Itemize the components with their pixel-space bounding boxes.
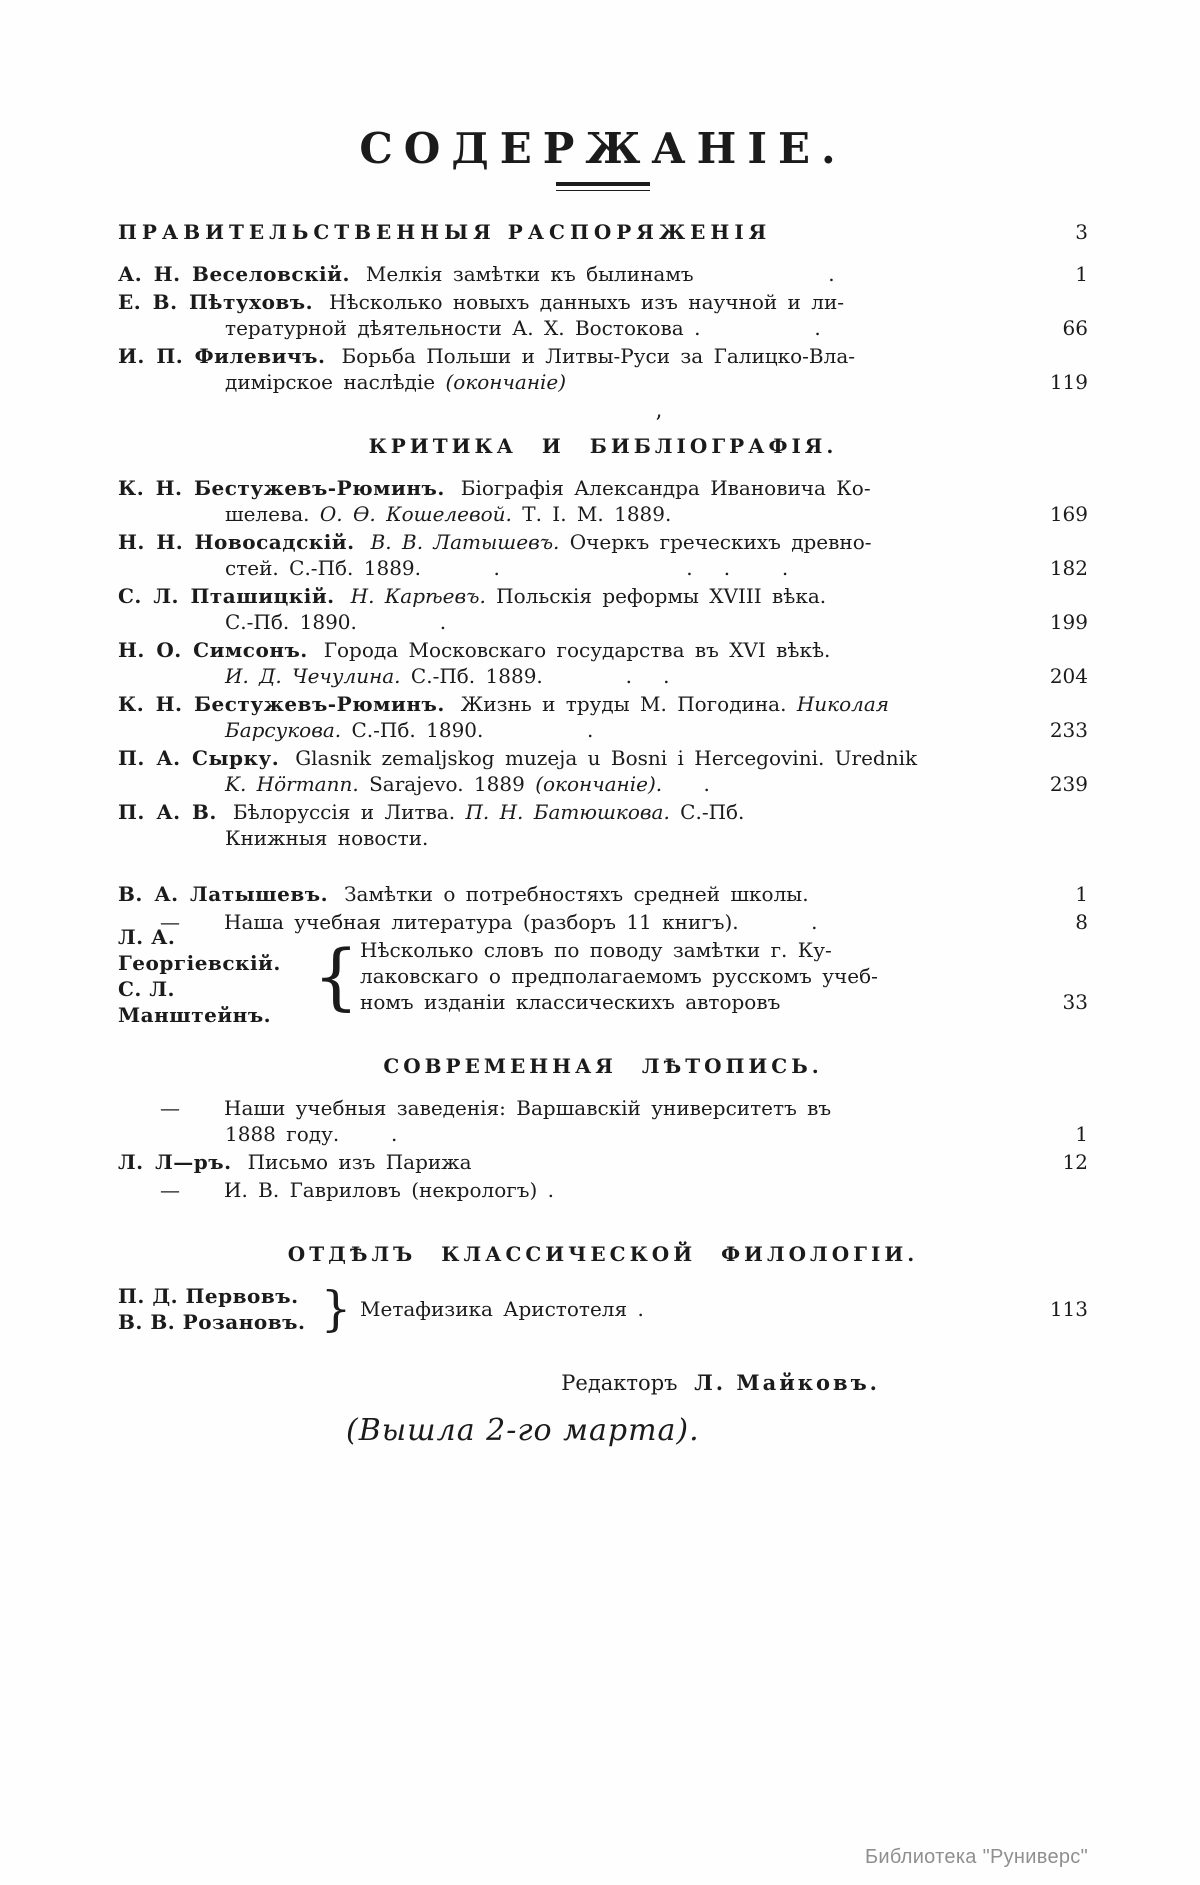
toc-body	[118, 219, 1088, 1335]
toc-entry	[118, 289, 1088, 341]
entry-line	[118, 343, 1088, 369]
toc-entry-braced	[118, 1283, 1088, 1335]
author-name: П. Д. Первовъ.	[118, 1284, 299, 1308]
watermark: Библиотека "Руниверс"	[864, 1846, 1088, 1868]
entry-line	[118, 745, 1088, 771]
entry-text-segment: Н. Карѣевъ.	[350, 584, 486, 608]
entry-text-segment: Метафизика Аристотеля .	[360, 1297, 644, 1321]
entry-line	[360, 937, 1088, 963]
toc-entry	[118, 1149, 1088, 1175]
toc-entry	[118, 583, 1088, 635]
entry-text-segment: шелева.	[225, 502, 320, 526]
page-number: 12	[1062, 1150, 1088, 1174]
entry-line	[118, 1121, 1088, 1147]
toc-section	[118, 881, 1088, 1027]
toc-entry	[118, 529, 1088, 581]
author-name: П. А. В.	[118, 800, 217, 824]
entry-line	[118, 881, 1088, 907]
page-number: 1	[1075, 1122, 1088, 1146]
entry-text-segment: Жизнь и труды М. Погодина.	[460, 692, 797, 716]
page-number: 33	[1062, 990, 1088, 1014]
author-name: А. Н. Веселовскій.	[118, 262, 350, 286]
toc-entry-braced	[118, 925, 1088, 1027]
entry-line	[360, 1296, 1088, 1322]
entry-line	[118, 261, 1088, 287]
entry-line	[118, 1149, 1088, 1175]
entry-line	[118, 825, 1088, 851]
entry-text-segment: Николая	[796, 692, 890, 716]
page-number: 239	[1049, 772, 1088, 796]
entry-text-segment: П. Н. Батюшкова.	[465, 800, 670, 824]
scan-artifact: ’	[655, 412, 662, 437]
toc-entry	[118, 881, 1088, 907]
author-name: В. В. Розановъ.	[118, 1310, 306, 1334]
editor-name: Л. Майковъ.	[694, 1370, 880, 1395]
entry-text-segment: С.-Пб. 1890. .	[225, 610, 447, 634]
entry-text-segment: (окончаніе)	[445, 370, 567, 394]
page-number: 204	[1049, 664, 1088, 688]
author-name: И. П. Филевичъ.	[118, 344, 326, 368]
entry-line	[118, 315, 1088, 341]
entry-text-block	[354, 1283, 1088, 1335]
author-name: —	[160, 910, 181, 934]
entry-line	[118, 583, 1088, 609]
entry-text-segment: В. В. Латышевъ.	[370, 530, 560, 554]
entry-line	[118, 529, 1088, 555]
page-number: 182	[1049, 556, 1088, 580]
toc-entry	[118, 261, 1088, 287]
entry-text-segment: С.-Пб.	[669, 800, 745, 824]
toc-entry	[118, 343, 1088, 395]
entry-text-segment: О. Ѳ. Кошелевой.	[319, 502, 512, 526]
entry-text-segment: Біографія Александра Ивановича Ко-	[460, 476, 871, 500]
author-name: —	[160, 1096, 181, 1120]
entry-text-segment: тературной дѣятельности А. Х. Востокова . .	[225, 316, 821, 340]
toc-section	[118, 219, 1088, 395]
entry-text-segment: С.-Пб. 1890. .	[341, 718, 594, 742]
entry-line	[118, 475, 1088, 501]
editor-line	[118, 1369, 1088, 1397]
author-name: Л. А. Георгіевскій.	[118, 925, 281, 975]
author-name: Е. В. Пѣтуховъ.	[118, 290, 314, 314]
entry-text-segment: стей. С.-Пб. 1889. . . . .	[225, 556, 789, 580]
author-group	[118, 1283, 318, 1335]
author-name: К. Н. Бестужевъ-Рюминъ.	[118, 476, 445, 500]
author-name: С. Л. Пташицкій.	[118, 584, 335, 608]
entry-line	[118, 555, 1088, 581]
page-number: 1	[1075, 882, 1088, 906]
entry-text-segment: номъ изданіи классическихъ авторовъ	[360, 990, 781, 1014]
page-number: 8	[1075, 910, 1088, 934]
entry-text-segment: Очеркъ греческихъ древно-	[559, 530, 872, 554]
toc-entry	[118, 475, 1088, 527]
page-title: СОДЕРЖАНІЕ.	[359, 124, 847, 173]
page-number: 66	[1062, 316, 1088, 340]
entry-text-segment: Нѣсколько новыхъ данныхъ изъ научной и ли-	[329, 290, 845, 314]
entry-text-segment: димірское наслѣдіе	[225, 370, 446, 394]
page-number: 199	[1049, 610, 1088, 634]
entry-text-segment: Города Московскаго государства въ XVI вѣкѣ.	[323, 638, 831, 662]
entry-line	[118, 501, 1088, 527]
section-heading: КРИТИКА И БИБЛІОГРАФІЯ.	[368, 434, 838, 458]
entry-text-segment: И. В. Гавриловъ (некрологъ) .	[224, 1178, 554, 1202]
toc-entry	[118, 799, 1088, 851]
entry-line	[360, 963, 1088, 989]
entry-text-segment: Наши учебныя заведенія: Варшавскій университетъ въ	[224, 1096, 832, 1120]
entry-line	[118, 1177, 1088, 1203]
entry-text-segment: С.-Пб. 1889. . .	[400, 664, 670, 688]
toc-entry-heading	[118, 219, 1088, 245]
entry-line	[118, 1095, 1088, 1121]
entry-text-segment: (окончаніе).	[535, 772, 663, 796]
author-group	[118, 925, 318, 1027]
author-name: Н. Н. Новосадскій.	[118, 530, 355, 554]
toc-entry	[118, 745, 1088, 797]
entry-text-segment: Польскія реформы XVIII вѣка.	[485, 584, 827, 608]
section-heading: СОВРЕМЕННАЯ ЛѢТОПИСЬ.	[383, 1054, 823, 1078]
entry-text-segment: Книжныя новости.	[225, 826, 429, 850]
entry-line	[118, 717, 1088, 743]
toc-entry	[118, 691, 1088, 743]
page-number: 3	[1075, 220, 1088, 244]
editor-label: Редакторъ	[561, 1371, 678, 1395]
page-number: 169	[1049, 502, 1088, 526]
entry-text-segment: Glasnik zemaljskog muzeja u Bosni i Hercegovini. Urednik	[295, 746, 918, 770]
entry-text-segment: Наша учебная литература (разборъ 11 книгъ). .	[224, 910, 818, 934]
entry-text-segment: Мелкія замѣтки къ былинамъ .	[365, 262, 835, 286]
author-name: Л. Л—ръ.	[118, 1150, 232, 1174]
entry-line	[118, 289, 1088, 315]
author-name: К. Н. Бестужевъ-Рюминъ.	[118, 692, 445, 716]
entry-line	[118, 637, 1088, 663]
entry-line	[118, 799, 1088, 825]
entry-text-segment: Sarajevo. 1889	[358, 772, 536, 796]
entry-text-segment: Т. I. М. 1889.	[511, 502, 672, 526]
toc-section	[118, 1241, 1088, 1335]
entry-text-segment: Борьба Польши и Литвы-Руси за Галицко-Вла-	[341, 344, 856, 368]
entry-text: ПРАВИТЕЛЬСТВЕННЫЯ РАСПОРЯЖЕНІЯ	[118, 220, 772, 244]
entry-text-segment: Замѣтки о потребностяхъ средней школы.	[344, 882, 809, 906]
page-number: 113	[1049, 1297, 1088, 1321]
toc-entry	[118, 1095, 1088, 1147]
author-name: П. А. Сырку.	[118, 746, 280, 770]
toc-section	[118, 433, 1088, 851]
page-number: 119	[1049, 370, 1088, 394]
entry-text-block	[354, 937, 1088, 1015]
brace-icon: }	[320, 1281, 352, 1337]
entry-line	[118, 609, 1088, 635]
entry-text-segment: Письмо изъ Парижа	[247, 1150, 472, 1174]
entry-text-segment: И. Д. Чечулина.	[225, 664, 401, 688]
section-heading: ОТДѢЛЪ КЛАССИЧЕСКОЙ ФИЛОЛОГІИ.	[287, 1242, 919, 1266]
author-name: В. А. Латышевъ.	[118, 882, 329, 906]
author-name: —	[160, 1178, 181, 1202]
entry-line	[118, 663, 1088, 689]
release-note: (Вышла 2-го марта).	[346, 1413, 700, 1448]
toc-entry	[118, 1177, 1088, 1203]
author-name: С. Л. Манштейнъ.	[118, 977, 272, 1027]
toc-entry	[118, 637, 1088, 689]
entry-line	[118, 369, 1088, 395]
entry-text-segment: Бѣлоруссія и Литва.	[232, 800, 466, 824]
brace-icon: {	[313, 934, 359, 1018]
entry-text-segment: Нѣсколько словъ по поводу замѣтки г. Ку-	[360, 938, 832, 962]
entry-line	[360, 989, 1088, 1015]
toc-section	[118, 1053, 1088, 1203]
entry-text-segment: Барсукова.	[225, 718, 342, 742]
page-number: 1	[1075, 262, 1088, 286]
author-name: Н. О. Симсонъ.	[118, 638, 308, 662]
entry-text-segment: K. Hörmann.	[225, 772, 359, 796]
entry-text-segment: .	[662, 772, 710, 796]
entry-text-segment: лаковскаго о предполагаемомъ русскомъ учеб-	[360, 964, 878, 988]
entry-line	[118, 691, 1088, 717]
entry-text-segment: 1888 году. .	[225, 1122, 398, 1146]
entry-line	[118, 771, 1088, 797]
page-number: 233	[1049, 718, 1088, 742]
title-rule	[556, 182, 650, 191]
